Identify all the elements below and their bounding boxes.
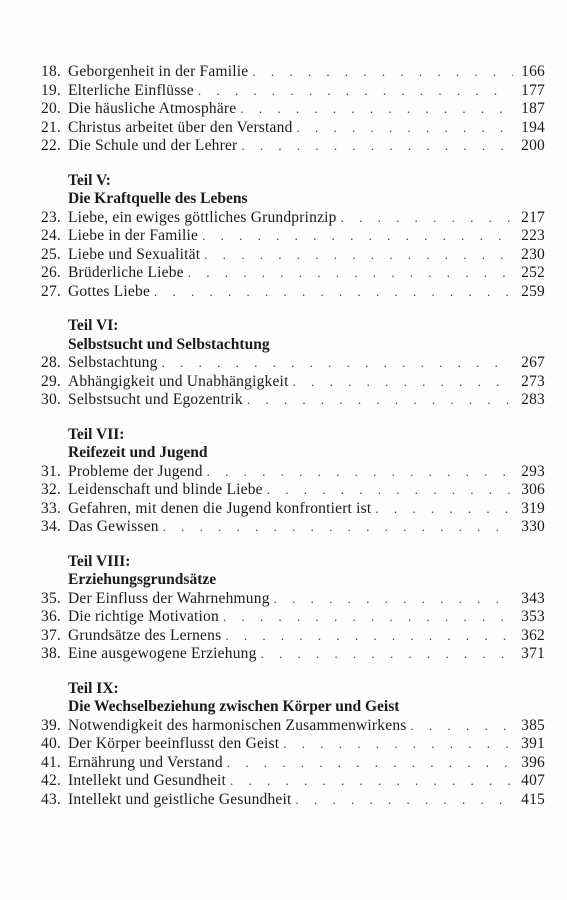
dot-leader <box>267 481 513 500</box>
dot-leader <box>411 717 514 736</box>
dot-leader <box>154 283 513 302</box>
chapter-number: 18. <box>41 63 61 80</box>
page-number: 293 <box>521 462 545 480</box>
chapter-number: 26. <box>41 264 61 281</box>
dot-leader <box>296 791 513 810</box>
page-number: 177 <box>521 81 545 99</box>
chapter-title: Geborgenheit in der Familie <box>68 63 249 80</box>
part-label: Teil VI: <box>68 317 119 334</box>
dot-leader <box>198 82 513 101</box>
chapter-number: 27. <box>41 282 61 300</box>
chapter-title: Ernährung und Verstand <box>68 753 223 771</box>
dot-leader <box>274 590 513 609</box>
dot-leader <box>163 518 513 537</box>
chapter-title: Brüderliche Liebe <box>68 264 184 281</box>
part-title: Reifezeit und Jugend <box>68 444 208 461</box>
page-number: 252 <box>521 264 545 281</box>
dot-leader <box>283 735 513 754</box>
dot-leader <box>341 209 513 228</box>
part-label: Teil VIII: <box>68 552 131 570</box>
page-number: 353 <box>521 608 545 625</box>
page-number: 362 <box>521 626 545 644</box>
dot-leader <box>247 391 513 410</box>
chapter-title: Die richtige Motivation <box>68 608 219 625</box>
chapter-number: 20. <box>41 100 61 117</box>
toc-entry <box>30 246 545 265</box>
dot-leader <box>225 627 513 646</box>
chapter-title: Der Körper beeinflusst den Geist <box>68 735 280 752</box>
chapter-number: 38. <box>41 645 61 662</box>
page-number: 273 <box>521 372 545 390</box>
chapter-title: Notwendigkeit des harmonischen Zusammenwirkens <box>68 716 407 734</box>
page-number: 187 <box>521 100 545 117</box>
toc-entry <box>30 627 545 646</box>
toc-entry <box>30 63 545 82</box>
chapter-number: 28. <box>41 354 61 371</box>
chapter-title: Der Einfluss der Wahrnehmung <box>68 589 270 607</box>
dot-leader <box>207 463 513 482</box>
page-number: 194 <box>521 118 545 136</box>
toc-entry <box>30 82 545 101</box>
part-label: Teil VII: <box>68 425 125 443</box>
page-number: 407 <box>521 772 545 789</box>
dot-leader <box>241 137 513 156</box>
toc-entry <box>30 354 545 373</box>
chapter-number: 43. <box>41 790 61 808</box>
part-label: Teil IX: <box>68 679 119 697</box>
page-number: 230 <box>521 245 545 263</box>
dot-leader <box>227 754 513 773</box>
toc-entry <box>30 481 545 500</box>
page-number: 306 <box>521 481 545 498</box>
chapter-title: Elterliche Einflüsse <box>68 81 194 99</box>
chapter-number: 32. <box>41 481 61 498</box>
dot-leader <box>297 119 513 138</box>
page-number: 343 <box>521 589 545 607</box>
page-number: 267 <box>521 354 545 371</box>
page-number: 391 <box>521 735 545 752</box>
dot-leader <box>204 246 513 265</box>
dot-leader <box>375 500 513 519</box>
toc-entry <box>30 645 545 664</box>
part-label: Teil V: <box>68 171 111 189</box>
part-title: Die Wechselbeziehung zwischen Körper und Geist <box>68 698 400 715</box>
chapter-number: 22. <box>41 137 61 154</box>
dot-leader <box>223 608 513 627</box>
table-of-contents <box>30 63 545 809</box>
chapter-title: Selbstachtung <box>68 354 158 371</box>
chapter-title: Grundsätze des Lernens <box>68 626 222 644</box>
toc-entry <box>30 373 545 392</box>
part-title: Die Kraftquelle des Lebens <box>68 190 248 207</box>
chapter-title: Das Gewissen <box>68 518 159 535</box>
toc-entry <box>30 518 545 537</box>
toc-entry <box>30 100 545 119</box>
dot-leader <box>202 227 513 246</box>
dot-leader <box>261 645 513 664</box>
chapter-title: Eine ausgewogene Erziehung <box>68 645 257 662</box>
dot-leader <box>240 100 513 119</box>
dot-leader <box>188 264 513 283</box>
chapter-number: 34. <box>41 518 61 535</box>
page-number: 200 <box>521 137 545 154</box>
chapter-number: 24. <box>41 227 61 244</box>
chapter-title: Intellekt und Gesundheit <box>68 772 227 789</box>
chapter-number: 41. <box>41 753 61 771</box>
page-number: 259 <box>521 282 545 300</box>
toc-entry <box>30 772 545 791</box>
chapter-title: Liebe, ein ewiges göttliches Grundprinzip <box>68 208 337 226</box>
chapter-title: Gottes Liebe <box>68 282 151 300</box>
chapter-number: 35. <box>41 589 61 607</box>
dot-leader <box>252 63 513 82</box>
dot-leader <box>230 772 513 791</box>
chapter-title: Die häusliche Atmosphäre <box>68 100 237 117</box>
toc-entry <box>30 119 545 138</box>
toc-entry <box>30 735 545 754</box>
dot-leader <box>293 373 513 392</box>
page-number: 330 <box>521 518 545 535</box>
chapter-number: 36. <box>41 608 61 625</box>
toc-entry <box>30 608 545 627</box>
chapter-number: 39. <box>41 716 61 734</box>
toc-entry <box>30 754 545 773</box>
chapter-number: 37. <box>41 626 61 644</box>
chapter-number: 31. <box>41 462 61 480</box>
page-number: 223 <box>521 227 545 244</box>
toc-entry <box>30 717 545 736</box>
chapter-number: 30. <box>41 391 61 408</box>
toc-entry <box>30 137 545 156</box>
chapter-title: Liebe und Sexualität <box>68 245 201 263</box>
page-number: 415 <box>521 790 545 808</box>
chapter-title: Intellekt und geistliche Gesundheit <box>68 790 292 808</box>
chapter-number: 29. <box>41 372 61 390</box>
part-title: Selbstsucht und Selbstachtung <box>68 335 270 353</box>
page-number: 166 <box>521 63 545 80</box>
page-number: 319 <box>521 499 545 517</box>
dot-leader <box>162 354 513 373</box>
chapter-number: 40. <box>41 735 61 752</box>
toc-entry <box>30 463 545 482</box>
page-number: 371 <box>521 645 545 662</box>
chapter-number: 19. <box>41 81 61 99</box>
chapter-title: Christus arbeitet über den Verstand <box>68 118 293 136</box>
chapter-title: Abhängigkeit und Unabhängigkeit <box>68 372 289 390</box>
chapter-number: 23. <box>41 208 61 226</box>
toc-entry <box>30 264 545 283</box>
toc-entry <box>30 590 545 609</box>
chapter-title: Leidenschaft und blinde Liebe <box>68 481 263 498</box>
chapter-number: 25. <box>41 245 61 263</box>
part-title: Erziehungsgrundsätze <box>68 571 217 588</box>
chapter-number: 42. <box>41 772 61 789</box>
toc-entry <box>30 791 545 810</box>
toc-entry <box>30 209 545 228</box>
chapter-title: Gefahren, mit denen die Jugend konfrontiert ist <box>68 499 372 517</box>
chapter-title: Selbstsucht und Egozentrik <box>68 391 243 408</box>
chapter-title: Die Schule und der Lehrer <box>68 137 238 154</box>
page-number: 385 <box>521 716 545 734</box>
chapter-title: Probleme der Jugend <box>68 462 203 480</box>
chapter-number: 21. <box>41 118 61 136</box>
chapter-number: 33. <box>41 499 61 517</box>
toc-entry <box>30 500 545 519</box>
toc-entry <box>30 227 545 246</box>
page-number: 283 <box>521 391 545 408</box>
chapter-title: Liebe in der Familie <box>68 227 199 244</box>
toc-entry <box>30 283 545 302</box>
toc-entry <box>30 391 545 410</box>
page-number: 396 <box>521 753 545 771</box>
page-number: 217 <box>521 208 545 226</box>
